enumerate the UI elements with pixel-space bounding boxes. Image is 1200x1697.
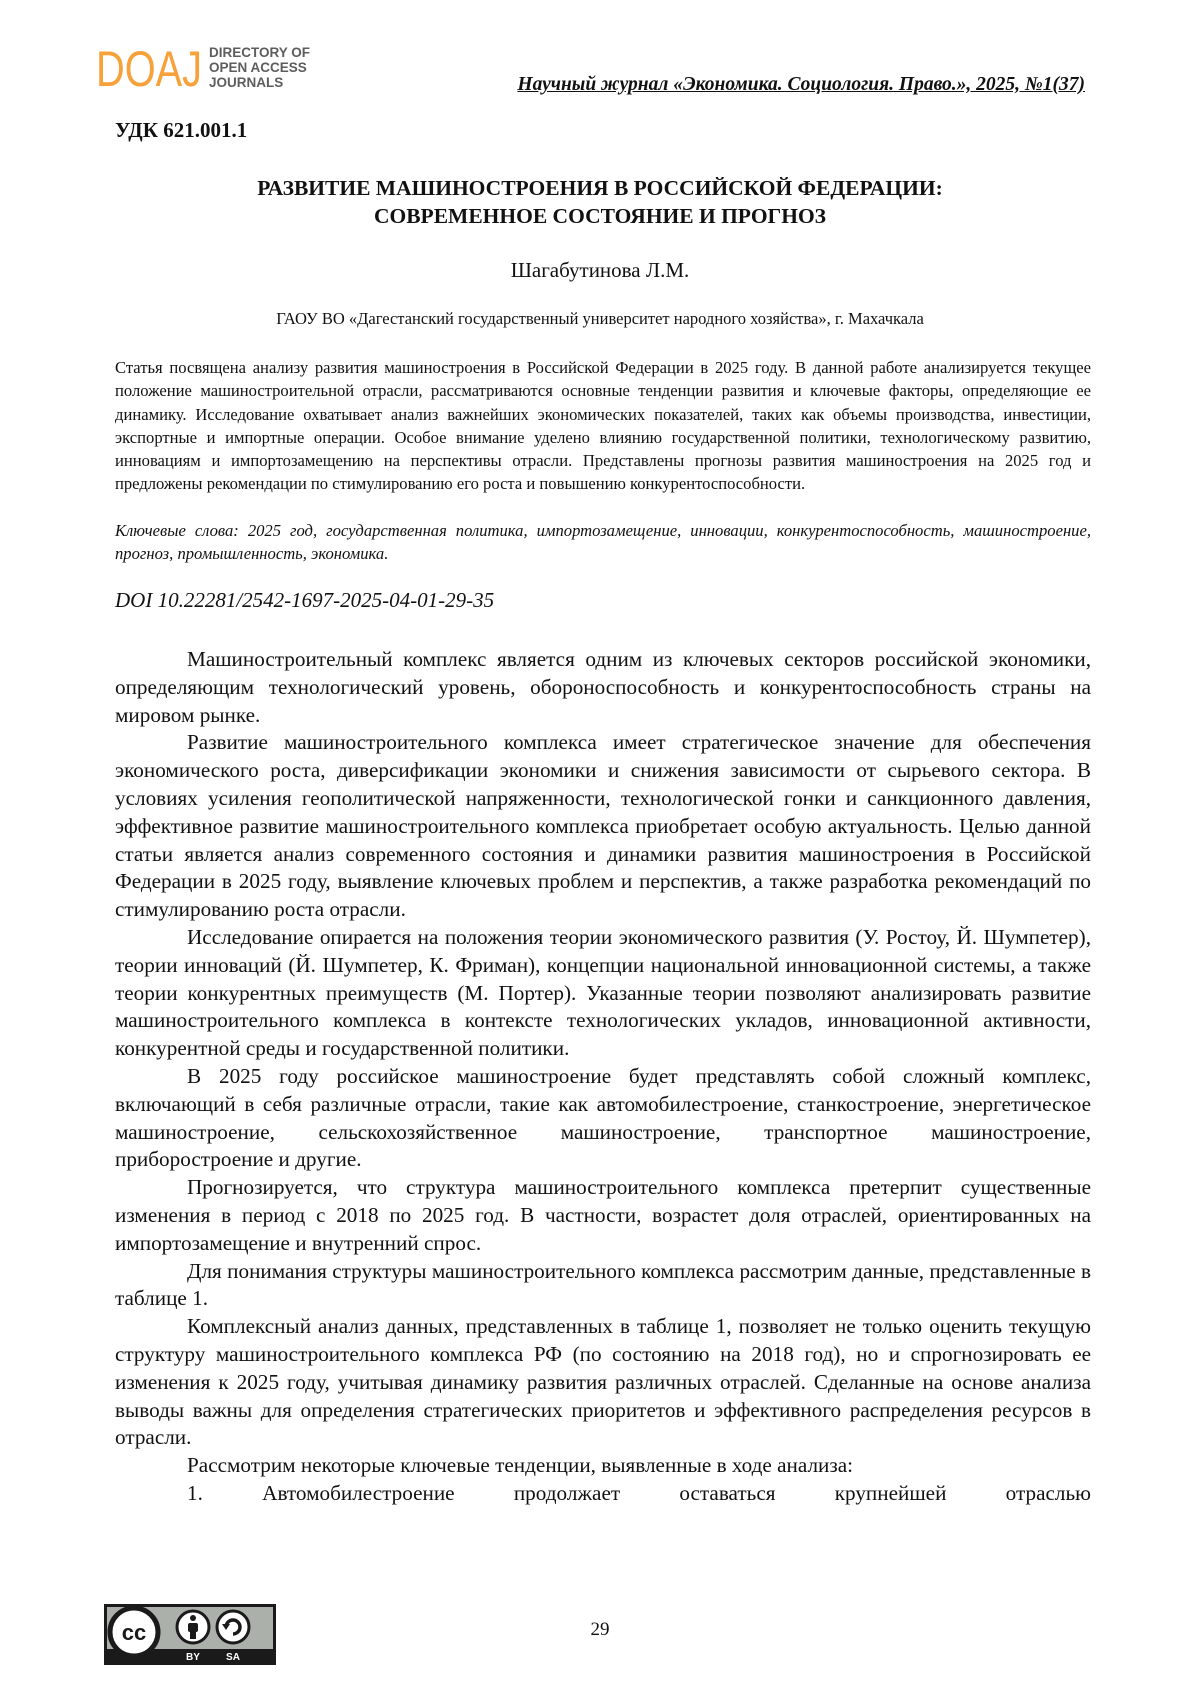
author-name: Шагабутинова Л.М. — [115, 258, 1085, 283]
list-item-word: оставаться — [679, 1480, 775, 1508]
body-paragraph: Исследование опирается на положения теории экономического развития (У. Ростоу, Й. Шумпетер), теории инноваций (Й. Шумпетер, К. Фриман), концепции национальной инновационной системы, а также теории конкурентных преимуществ (М. Портер). Указанные теории позволяют анализировать развитие машиностроительного комплекса в контексте технологических укладов, инновационной активности, конкурентной среды и государственной политики. — [115, 924, 1091, 1063]
udk-code: УДК 621.001.1 — [115, 118, 247, 143]
body-paragraph: Комплексный анализ данных, представленных в таблице 1, позволяет не только оценить текущую структуру машиностроительного комплекса РФ (по состоянию на 2018 год), но и спрогнозировать ее изменения к 2025 году, учитывая динамику развития различных отраслей. Сделанные на основе анализа выводы важны для определения стратегических приоритетов и эффективного распределения ресурсов в отрасли. — [115, 1313, 1091, 1452]
by-label: BY — [186, 1652, 200, 1663]
body-paragraph: Машиностроительный комплекс является одним из ключевых секторов российской экономики, определяющим технологический уровень, обороноспособность и конкурентоспособность страны на мировом рынке. — [115, 646, 1091, 729]
abstract: Статья посвящена анализу развития машиностроения в Российской Федерации в 2025 году. В данной работе анализируется текущее положение машиностроительной отрасли, рассматриваются основные тенденции развития и ключевые факторы, определяющие ее динамику. Исследование охватывает анализ важнейших экономических показателей, таких как объемы производства, инвестиции, экспортные и импортные операции. Особое внимание уделено влиянию государственной политики, технологическому развитию, инновациям и импортозамещению на перспективы отрасли. Представлены прогнозы развития машиностроения на 2025 год и предложены рекомендации по стимулированию его роста и повышению конкурентоспособности. — [115, 356, 1091, 496]
body-paragraph: Прогнозируется, что структура машиностроительного комплекса претерпит существенные изменения в период с 2018 по 2025 год. В частности, возрастет доля отраслей, ориентированных на импортозамещение и внутренний спрос. — [115, 1174, 1091, 1257]
doi[interactable]: DOI 10.22281/2542-1697-2025-04-01-29-35 — [115, 588, 494, 613]
doaj-logo — [96, 42, 326, 100]
article-title-line-2: СОВРЕМЕННОЕ СОСТОЯНИЕ И ПРОГНОЗ — [115, 202, 1085, 230]
list-item-word: крупнейшей — [835, 1480, 947, 1508]
list-item-1 — [115, 1480, 1091, 1508]
article-body — [115, 646, 1091, 1508]
list-item-word: Автомобилестроение — [262, 1480, 454, 1508]
body-paragraph: Развитие машиностроительного комплекса имеет стратегическое значение для обеспечения экономического роста, диверсификации экономики и снижения зависимости от сырьевого сектора. В условиях усиления геополитической напряженности, технологической гонки и санкционного давления, эффективное развитие машиностроительного комплекса приобретает особую актуальность. Целью данной статьи является анализ современного состояния и динамики развития машиностроения в Российской Федерации в 2025 году, выявление ключевых проблем и перспектив, а также разработка рекомендаций по стимулированию роста отрасли. — [115, 729, 1091, 924]
article-title — [115, 174, 1085, 230]
doaj-logo-line-3: JOURNALS — [209, 75, 283, 90]
keywords: Ключевые слова: 2025 год, государственная политика, импортозамещение, инновации, конкурентоспособность, машиностроение, прогноз, промышленность, экономика. — [115, 519, 1091, 566]
body-paragraph: Рассмотрим некоторые ключевые тенденции, выявленные в ходе анализа: — [115, 1452, 1091, 1480]
doaj-logo-mark: DOAJ — [96, 42, 202, 97]
journal-citation-line[interactable]: Научный журнал «Экономика. Социология. Право.», 2025, №1(37) — [517, 74, 1085, 96]
author-affiliation: ГАОУ ВО «Дагестанский государственный университет народного хозяйства», г. Махачкала — [115, 309, 1085, 329]
body-paragraph: Для понимания структуры машиностроительного комплекса рассмотрим данные, представленные в таблице 1. — [115, 1258, 1091, 1314]
doaj-logo-line-1: DIRECTORY OF — [209, 45, 310, 60]
body-paragraph: В 2025 году российское машиностроение будет представлять собой сложный комплекс, включающий в себя различные отрасли, такие как автомобилестроение, станкостроение, энергетическое машиностроение, сельскохозяйственное машиностроение, транспортное машиностроение, приборостроение и другие. — [115, 1063, 1091, 1174]
page-number: 29 — [0, 1619, 1200, 1641]
document-page — [0, 0, 1200, 1697]
sa-label: SA — [226, 1652, 240, 1663]
list-item-word: отраслью — [1006, 1480, 1091, 1508]
list-item-number: 1. — [187, 1480, 203, 1508]
doaj-logo-line-2: OPEN ACCESS — [209, 60, 307, 75]
svg-text:cc: cc — [122, 1620, 146, 1645]
list-item-word: продолжает — [514, 1480, 620, 1508]
article-title-line-1: РАЗВИТИЕ МАШИНОСТРОЕНИЯ В РОССИЙСКОЙ ФЕДЕРАЦИИ: — [115, 174, 1085, 202]
